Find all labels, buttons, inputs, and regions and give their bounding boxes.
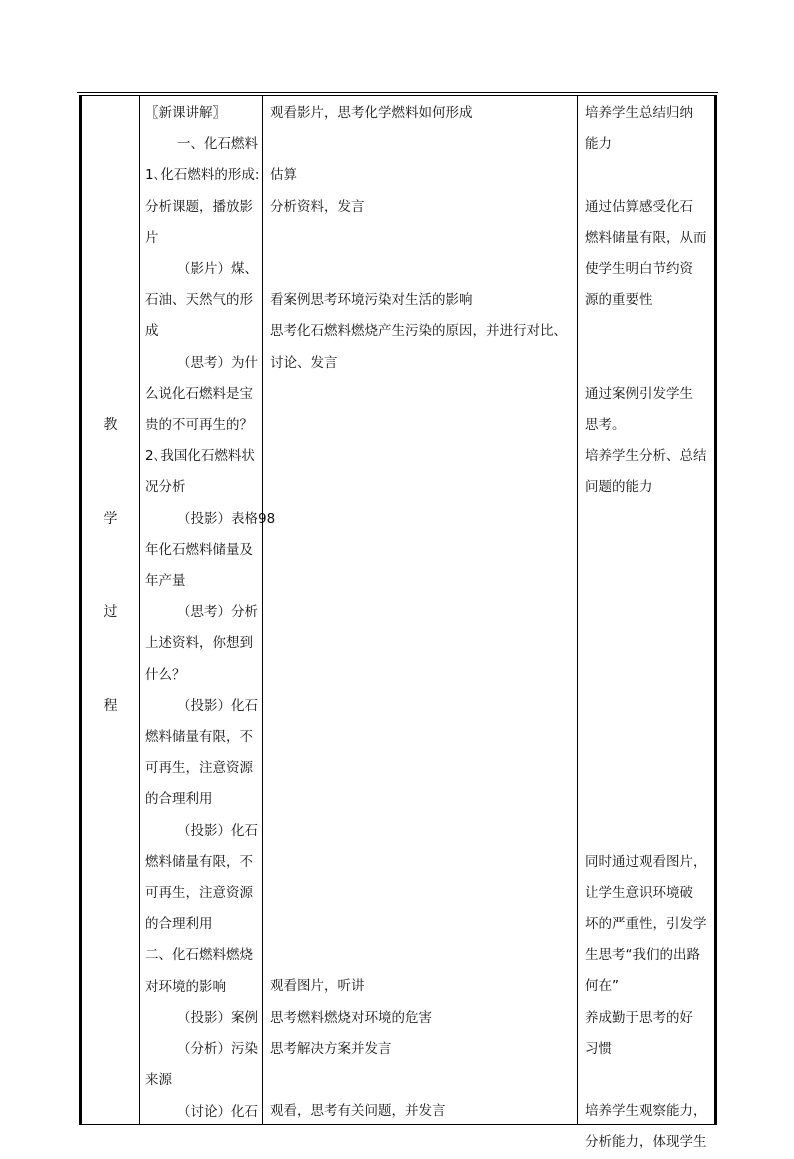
text-line: 思考燃料燃烧对环境的危害 bbox=[270, 1009, 432, 1026]
text-line: 分析能力，体现学生 bbox=[585, 1134, 707, 1151]
text-line: 的合理利用 bbox=[145, 916, 213, 933]
text-line bbox=[270, 504, 573, 535]
text-line: 养成勤于思考的好 bbox=[585, 1009, 693, 1026]
text-line: 1､化石燃料的形成: bbox=[145, 167, 260, 184]
table-row bbox=[81, 96, 716, 1125]
text-line: 一、化石燃料 bbox=[177, 136, 258, 153]
text-line bbox=[270, 129, 573, 160]
text-line bbox=[585, 535, 710, 566]
text-line: 思考解决方案并发言 bbox=[270, 1040, 392, 1057]
text-line bbox=[270, 566, 573, 597]
text-line bbox=[585, 316, 710, 347]
text-line: 二、化石燃料燃烧 bbox=[145, 947, 253, 964]
text-line: 观看，思考有关问题，并发言 bbox=[270, 1103, 446, 1120]
text-line bbox=[585, 504, 710, 535]
side-label-char: 学 bbox=[103, 511, 118, 527]
text-line: （思考）为什 bbox=[177, 354, 258, 371]
text-line bbox=[270, 753, 573, 784]
text-line bbox=[270, 597, 573, 628]
text-line: 使学生明白节约资 bbox=[585, 261, 693, 277]
text-line bbox=[585, 566, 710, 597]
text-line: 能力 bbox=[585, 136, 612, 153]
text-line: （投影）化石 bbox=[177, 822, 258, 839]
text-line: 的合理利用 bbox=[145, 791, 213, 808]
text-line: 燃料储量有限，从而 bbox=[585, 229, 707, 246]
text-line: 生思考“我们的出路 bbox=[585, 947, 700, 964]
text-line: 通过案例引发学生 bbox=[585, 385, 693, 402]
text-line bbox=[270, 1065, 573, 1096]
text-line: 来源 bbox=[145, 1072, 172, 1089]
text-line: 贵的不可再生的？ bbox=[145, 417, 253, 434]
text-line: 燃料储量有限，不 bbox=[145, 853, 253, 870]
text-line bbox=[270, 379, 573, 410]
text-line: 石油、天然气的形 bbox=[145, 292, 253, 309]
text-line: 估算 bbox=[270, 167, 297, 184]
text-line bbox=[270, 691, 573, 722]
text-line bbox=[270, 878, 573, 909]
teacher-activity-text bbox=[140, 96, 276, 1128]
text-line bbox=[585, 1065, 710, 1096]
text-line: （投影）表格98 bbox=[177, 510, 276, 527]
text-line bbox=[270, 847, 573, 878]
text-line: （投影）化石 bbox=[177, 697, 258, 714]
text-line: 通过估算感受化石 bbox=[585, 198, 693, 215]
text-line bbox=[270, 784, 573, 815]
text-line: 况分析 bbox=[145, 479, 186, 496]
text-line: 么说化石燃料是宝 bbox=[145, 385, 253, 402]
text-line: 思考化石燃料燃烧产生污染的原因，并进行对比、 bbox=[270, 323, 567, 340]
text-line bbox=[585, 815, 710, 846]
text-line: 对环境的影响 bbox=[145, 978, 226, 995]
lesson-plan-table bbox=[79, 95, 717, 1151]
text-line: （思考）分析 bbox=[177, 604, 258, 621]
text-line bbox=[270, 223, 573, 254]
text-line: 看案例思考环境污染对生活的影响 bbox=[270, 292, 473, 309]
side-label-char: 程 bbox=[103, 698, 118, 714]
text-line bbox=[270, 254, 573, 285]
side-label-char: 过 bbox=[103, 604, 118, 620]
text-line: 让学生意识环境破 bbox=[585, 884, 693, 901]
text-line bbox=[270, 940, 573, 971]
text-line: （投影）案例 bbox=[177, 1009, 258, 1026]
text-line bbox=[585, 348, 710, 379]
text-line bbox=[585, 722, 710, 753]
teacher-activity-column bbox=[140, 96, 276, 1125]
text-line: 燃料储量有限，不 bbox=[145, 729, 253, 746]
text-line: （讨论）化石 bbox=[177, 1103, 258, 1120]
student-activity-text bbox=[263, 96, 577, 1127]
text-line: 问题的能力 bbox=[585, 479, 653, 496]
text-line bbox=[585, 784, 710, 815]
text-line bbox=[585, 753, 710, 784]
text-line: 成 bbox=[145, 323, 159, 340]
text-line: 〖新课讲解〗 bbox=[145, 105, 226, 121]
text-line: （影片）煤、 bbox=[177, 261, 258, 278]
text-line: 培养学生总结归纳 bbox=[585, 105, 693, 121]
text-line bbox=[585, 660, 710, 691]
text-line bbox=[270, 659, 573, 690]
text-line: 分析资料，发言 bbox=[270, 198, 365, 215]
side-label-column bbox=[81, 96, 140, 1125]
text-line bbox=[270, 410, 573, 441]
text-line: 培养学生分析、总结 bbox=[585, 448, 707, 465]
text-line bbox=[585, 628, 710, 659]
text-line bbox=[270, 628, 573, 659]
text-line: 年产量 bbox=[145, 573, 186, 590]
text-line: 片 bbox=[145, 229, 159, 246]
text-line bbox=[270, 909, 573, 940]
text-line: 培养学生观察能力， bbox=[585, 1103, 707, 1120]
text-line: 源的重要性 bbox=[585, 292, 653, 309]
student-activity-column bbox=[263, 96, 578, 1125]
text-line: 思考。 bbox=[585, 416, 626, 433]
text-line: 可再生，注意资源 bbox=[145, 760, 253, 777]
text-line bbox=[270, 722, 573, 753]
design-intent-text bbox=[578, 96, 714, 1159]
text-line: 何在” bbox=[585, 978, 619, 995]
text-line: 习惯 bbox=[585, 1040, 612, 1057]
text-line: 同时通过观看图片， bbox=[585, 853, 707, 870]
table-top-border bbox=[77, 92, 718, 93]
side-label-char: 教 bbox=[103, 417, 118, 433]
text-line: 年化石燃料储量及 bbox=[145, 541, 253, 558]
text-line: 什么？ bbox=[145, 666, 186, 683]
text-line bbox=[585, 691, 710, 722]
text-line bbox=[270, 472, 573, 503]
text-line: 可再生，注意资源 bbox=[145, 885, 253, 902]
text-line bbox=[270, 815, 573, 846]
text-line bbox=[270, 535, 573, 566]
text-line bbox=[585, 597, 710, 628]
text-line: 上述资料，你想到 bbox=[145, 635, 253, 652]
text-line bbox=[585, 160, 710, 191]
text-line: 分析课题，播放影 bbox=[145, 198, 253, 215]
text-line: （分析）污染 bbox=[177, 1041, 258, 1058]
text-line bbox=[270, 441, 573, 472]
text-line: 观看图片，听讲 bbox=[270, 978, 365, 995]
text-line: 讨论、发言 bbox=[270, 354, 338, 371]
text-line: 观看影片，思考化学燃料如何形成 bbox=[270, 105, 473, 121]
design-intent-column bbox=[578, 96, 716, 1151]
text-line: 2､我国化石燃料状 bbox=[145, 448, 255, 465]
text-line: 坏的严重性，引发学 bbox=[585, 916, 707, 933]
